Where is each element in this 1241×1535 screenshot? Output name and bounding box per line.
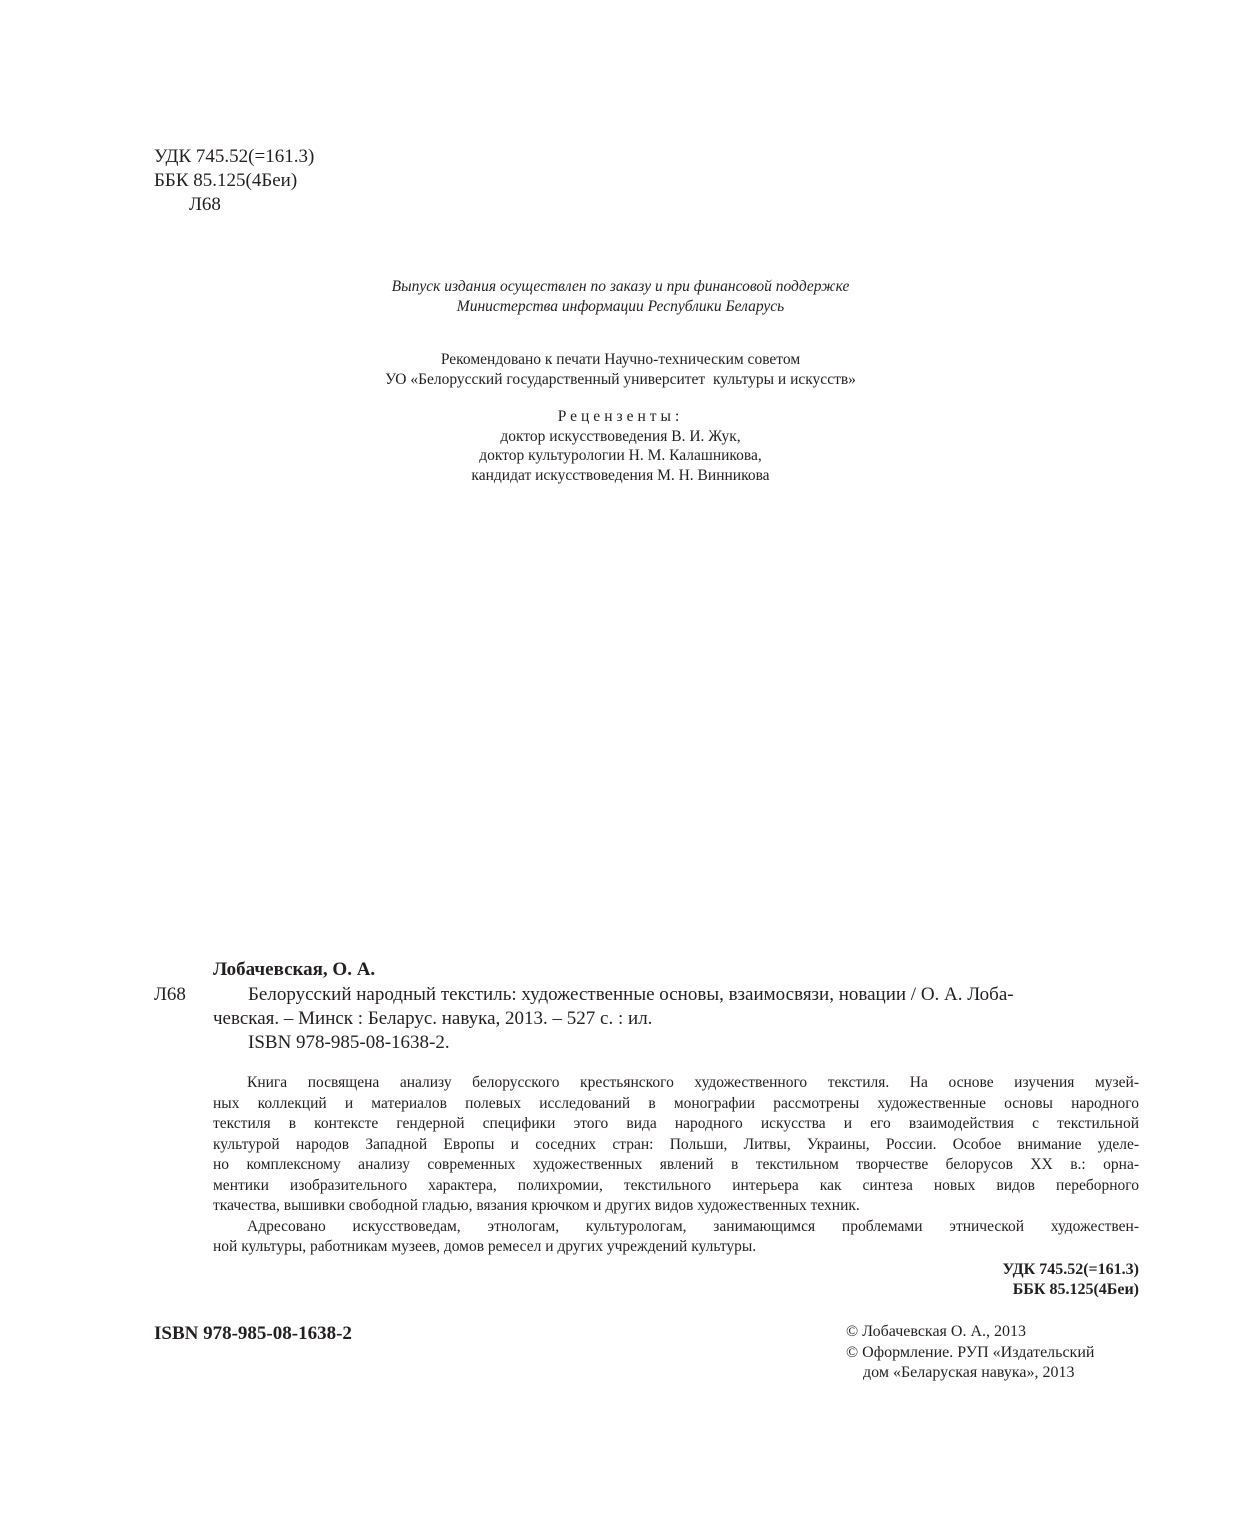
annotation <box>213 1073 1139 1258</box>
card-author-heading: Лобачевская, О. А. <box>213 959 376 980</box>
bottom-classification <box>1002 1260 1139 1300</box>
copyright-line-1: © Лобачевская О. А., 2013 <box>846 1323 1027 1340</box>
reviewers-heading: Рецензенты: <box>557 408 684 425</box>
recommendation-line-2: УО «Белорусский государственный университет культуры и искусств» <box>385 370 856 388</box>
annotation-p1-line-7: ткачества, вышивки свободной гладью, вязания крючком и других видов художественных техник. <box>213 1197 860 1214</box>
top-author-mark: Л68 <box>189 194 221 215</box>
top-bbk: ББК 85.125(4Беи) <box>154 170 298 191</box>
reviewers <box>0 407 1241 485</box>
annotation-p1-line-5: но комплексному анализу современных художественных явлений в текстильном творчестве белорусов XX в.: орна- <box>213 1156 1139 1173</box>
copyright-line-3: дом «Беларуская навука», 2013 <box>863 1364 1075 1381</box>
annotation-p1-line-6: ментики изобразительного характера, полихромии, текстильного интерьера как синтеза новых видов переборного <box>213 1176 1139 1194</box>
reviewer-2: доктор культурологии Н. М. Калашникова, <box>479 447 762 464</box>
bottom-bbk: ББК 85.125(4Беи) <box>1012 1281 1139 1298</box>
isbn-main: ISBN 978-985-08-1638-2 <box>154 1323 352 1344</box>
card-title-line-2: чевская. – Минск : Беларус. навука, 2013. – 527 с. : ил. <box>213 1008 653 1029</box>
annotation-p2-line-2: ной культуры, работникам музеев, домов ремесел и других учреждений культуры. <box>213 1238 757 1255</box>
annotation-p1-line-3: текстиля в контексте гендерной специфики этого вида народного искусства и его взаимодействия с текстильной <box>213 1115 1139 1132</box>
annotation-p1-line-4: культурой народов Западной Европы и соседних стран: Польши, Литвы, Украины, России. Особое внимание уделе- <box>213 1135 1139 1153</box>
top-classification <box>154 145 314 217</box>
sponsorship-line-1: Выпуск издания осуществлен по заказу и при финансовой поддержке <box>391 278 850 295</box>
bottom-udk: УДК 745.52(=161.3) <box>1002 1261 1139 1278</box>
recommendation-line-1: Рекомендовано к печати Научно-техническим советом <box>440 351 801 368</box>
top-udk: УДК 745.52(=161.3) <box>154 146 315 167</box>
reviewer-3: кандидат искусствоведения М. Н. Винникова <box>471 466 770 484</box>
sponsorship-note <box>0 277 1241 316</box>
card-title-line-1: Белорусский народный текстиль: художественные основы, взаимосвязи, новации / О. А. Лоба- <box>248 984 1014 1005</box>
copyright-line-2: © Оформление. РУП «Издательский <box>846 1343 1095 1361</box>
annotation-p1-line-2: ных коллекций и материалов полевых исследований в монографии рассмотрены художественные основы народного <box>213 1094 1139 1112</box>
annotation-p2-line-1: Адресовано искусствоведам, этнологам, культурологам, занимающимся проблемами этнической художествен- <box>247 1217 1139 1235</box>
copyright <box>846 1322 1094 1384</box>
sponsorship-line-2: Министерства информации Республики Беларусь <box>456 297 785 315</box>
card-author-mark: Л68 <box>154 984 186 1005</box>
card-isbn: ISBN 978-985-08-1638-2. <box>248 1032 450 1053</box>
reviewer-1: доктор искусствоведения В. И. Жук, <box>500 427 741 445</box>
recommendation <box>0 350 1241 389</box>
annotation-p1-line-1: Книга посвящена анализу белорусского крестьянского художественного текстиля. На основе изучения музей- <box>247 1074 1139 1091</box>
